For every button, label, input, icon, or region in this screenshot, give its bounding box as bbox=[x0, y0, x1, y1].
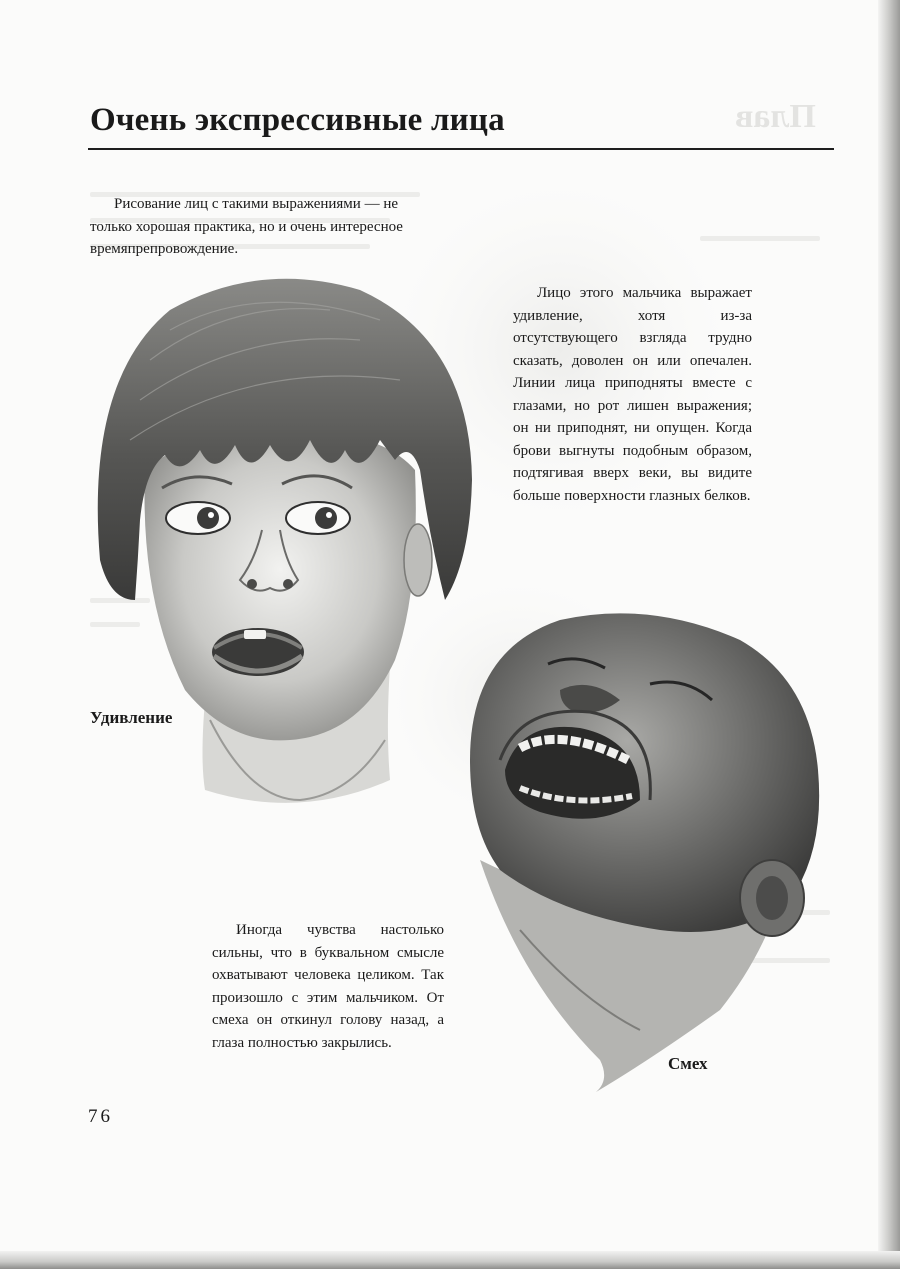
surprise-caption: Удивление bbox=[90, 708, 173, 727]
laughter-description-paragraph: Иногда чувства настолько сильны, что в буквальном смысле охватывают человека целиком. Так произошло с этим мальчиком. От смеха он откинул голову назад, а глаза полностью закрылись. bbox=[212, 922, 444, 1051]
intro-paragraph: Рисование лиц с такими выражениями — не только хорошая практика, но и очень интересное времяпрепровождение. bbox=[90, 196, 403, 257]
laughing-boy-drawing bbox=[470, 613, 819, 1092]
laughter-caption: Смех bbox=[668, 1054, 708, 1073]
title-rule bbox=[88, 148, 834, 150]
show-through-decoration: Плав bbox=[735, 98, 816, 135]
page-number: 76 bbox=[88, 1106, 113, 1127]
surprise-description-paragraph: Лицо этого мальчика выражает удивление, хотя из-за отсутствующего взгляда трудно сказать, доволен он или опечален. Линии лица приподняты вместе с глазами, но рот лишен выражения; он ни приподнят, ни опущен. Когда брови выгнуты подобным образом, подтягивая вверх веки, вы видите больше поверхности глазных белков. bbox=[513, 285, 752, 504]
page-edge-shadow bbox=[0, 1251, 900, 1269]
page-title: Очень экспрессивные лица bbox=[90, 102, 505, 138]
page-edge-shadow bbox=[878, 0, 900, 1269]
